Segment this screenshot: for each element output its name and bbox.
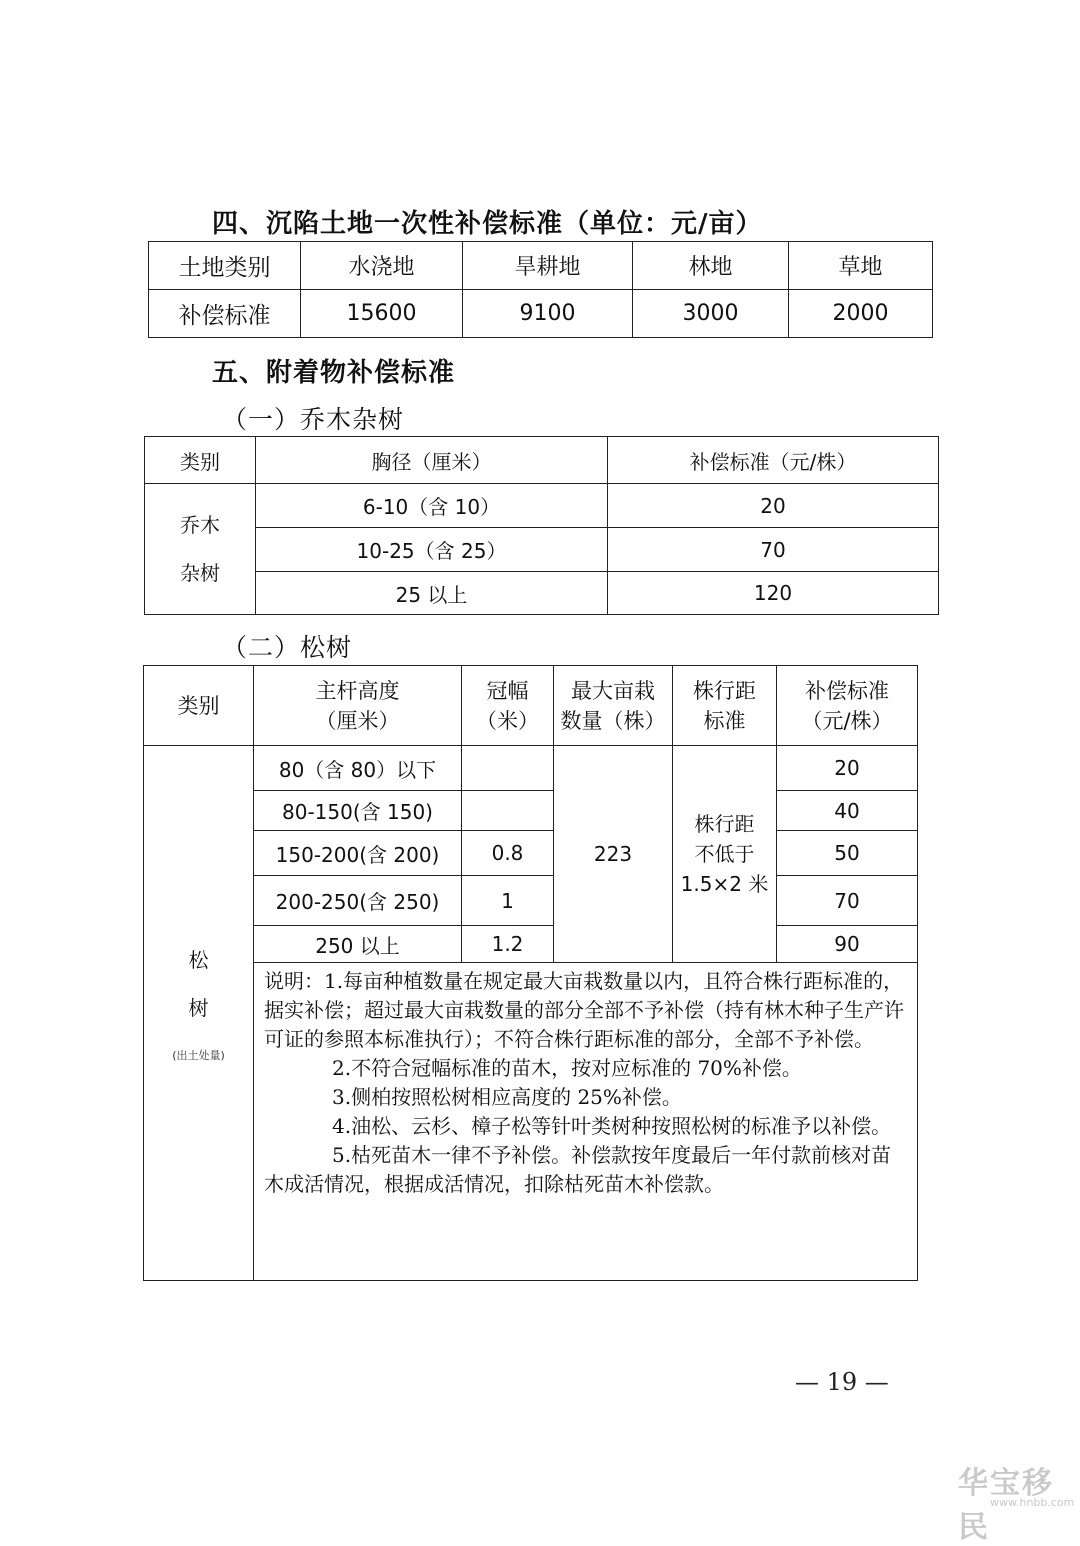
table-row xyxy=(144,791,918,831)
column-header xyxy=(777,666,918,746)
land-value-cell: 9100 xyxy=(463,290,633,338)
header-line: 数量（株） xyxy=(560,708,666,733)
price-cell: 120 xyxy=(608,572,939,615)
column-header xyxy=(254,666,462,746)
pine-category-cell xyxy=(144,746,254,1281)
category-stamp: (出土处量) xyxy=(172,1049,225,1062)
spacing-line: 不低于 xyxy=(694,842,755,866)
category-line: 松 xyxy=(188,948,209,972)
price-cell: 20 xyxy=(777,746,918,791)
note-5: 5.枯死苗木一律不予补偿。补偿款按年度最后一年付款前核对苗木成活情况，根据成活情况，扣除枯死苗木补偿款。 xyxy=(264,1143,892,1196)
crown-cell xyxy=(462,791,554,831)
row-header-land-type: 土地类别 xyxy=(149,242,301,290)
land-value-cell: 2000 xyxy=(789,290,933,338)
land-type-cell: 林地 xyxy=(633,242,789,290)
table-row xyxy=(149,242,933,290)
max-count-cell: 223 xyxy=(554,746,673,963)
watermark-logo: 华宝移民 xyxy=(958,1466,1054,1545)
note-1: 说明：1.每亩种植数量在规定最大亩栽数量以内，且符合株行距标准的，据实补偿；超过最大亩栽数量的部分全部不予补偿（持有林木种子生产许可证的参照本标准执行）；不符合株行距标准的部分，全部不予补偿。 xyxy=(264,969,904,1051)
land-value-cell: 3000 xyxy=(633,290,789,338)
table-row xyxy=(149,290,933,338)
tree-compensation-table xyxy=(144,436,939,615)
column-header xyxy=(462,666,554,746)
column-header: 胸径（厘米） xyxy=(256,437,608,484)
category-line: 树 xyxy=(188,996,209,1020)
watermark-url: www.hnbb.com xyxy=(990,1496,1075,1509)
height-cell: 150-200(含 200) xyxy=(254,831,462,876)
section4-title: 四、沉陷土地一次性补偿标准（单位：元/亩） xyxy=(212,209,763,239)
table-row xyxy=(144,746,918,791)
category-line: 乔木 xyxy=(180,513,220,537)
height-cell: 80（含 80）以下 xyxy=(254,746,462,791)
subsection1-title: （一）乔木杂树 xyxy=(222,405,405,434)
category-line: 杂树 xyxy=(180,561,220,585)
crown-cell: 1.2 xyxy=(462,926,554,963)
note-2: 2.不符合冠幅标准的苗木，按对应标准的 70%补偿。 xyxy=(332,1056,802,1080)
diameter-cell: 6-10（含 10） xyxy=(256,484,608,528)
header-line: （米） xyxy=(476,708,539,733)
table-row xyxy=(144,926,918,963)
land-type-cell: 水浇地 xyxy=(301,242,463,290)
spacing-line: 株行距 xyxy=(694,812,755,836)
page-number: — 19 — xyxy=(795,1368,889,1396)
table-row xyxy=(145,484,939,528)
header-line: （厘米） xyxy=(315,708,400,733)
crown-cell: 1 xyxy=(462,876,554,926)
price-cell: 50 xyxy=(777,831,918,876)
header-line: 补偿标准 xyxy=(805,678,889,703)
notes-cell xyxy=(254,963,918,1281)
price-cell: 70 xyxy=(777,876,918,926)
price-cell: 20 xyxy=(608,484,939,528)
height-cell: 80-150(含 150) xyxy=(254,791,462,831)
table-header-row xyxy=(145,437,939,484)
note-4: 4.油松、云杉、樟子松等针叶类树种按照松树的标准予以补偿。 xyxy=(332,1114,892,1138)
price-cell: 90 xyxy=(777,926,918,963)
header-line: （元/株） xyxy=(801,708,893,733)
table-row xyxy=(144,831,918,876)
header-line: 主杆高度 xyxy=(315,678,400,703)
diameter-cell: 10-25（含 25） xyxy=(256,528,608,572)
crown-cell xyxy=(462,746,554,791)
diameter-cell: 25 以上 xyxy=(256,572,608,615)
header-line: 冠幅 xyxy=(486,678,529,703)
category-cell xyxy=(145,484,256,615)
table-row xyxy=(144,876,918,926)
spacing-line: 1.5×2 米 xyxy=(680,872,769,896)
column-header: 补偿标准（元/株） xyxy=(608,437,939,484)
crown-cell: 0.8 xyxy=(462,831,554,876)
land-type-cell: 旱耕地 xyxy=(463,242,633,290)
subsection2-title: （二）松树 xyxy=(222,633,353,662)
land-type-cell: 草地 xyxy=(789,242,933,290)
header-line: 株行距 xyxy=(693,678,756,703)
column-header: 类别 xyxy=(145,437,256,484)
spacing-cell xyxy=(673,746,777,963)
header-line: 标准 xyxy=(703,708,746,733)
table-header-row xyxy=(144,666,918,746)
height-cell: 250 以上 xyxy=(254,926,462,963)
column-header: 类别 xyxy=(144,666,254,746)
price-cell: 70 xyxy=(608,528,939,572)
notes-row xyxy=(144,963,918,1281)
land-value-cell: 15600 xyxy=(301,290,463,338)
section5-title: 五、附着物补偿标准 xyxy=(212,358,456,388)
price-cell: 40 xyxy=(777,791,918,831)
note-3: 3.侧柏按照松树相应高度的 25%补偿。 xyxy=(332,1085,682,1109)
column-header xyxy=(554,666,673,746)
header-line: 最大亩栽 xyxy=(571,678,655,703)
table-row xyxy=(145,528,939,572)
table-row xyxy=(145,572,939,615)
height-cell: 200-250(含 250) xyxy=(254,876,462,926)
land-compensation-table xyxy=(148,241,933,338)
row-header-standard: 补偿标准 xyxy=(149,290,301,338)
column-header xyxy=(673,666,777,746)
pine-compensation-table xyxy=(143,665,918,1281)
